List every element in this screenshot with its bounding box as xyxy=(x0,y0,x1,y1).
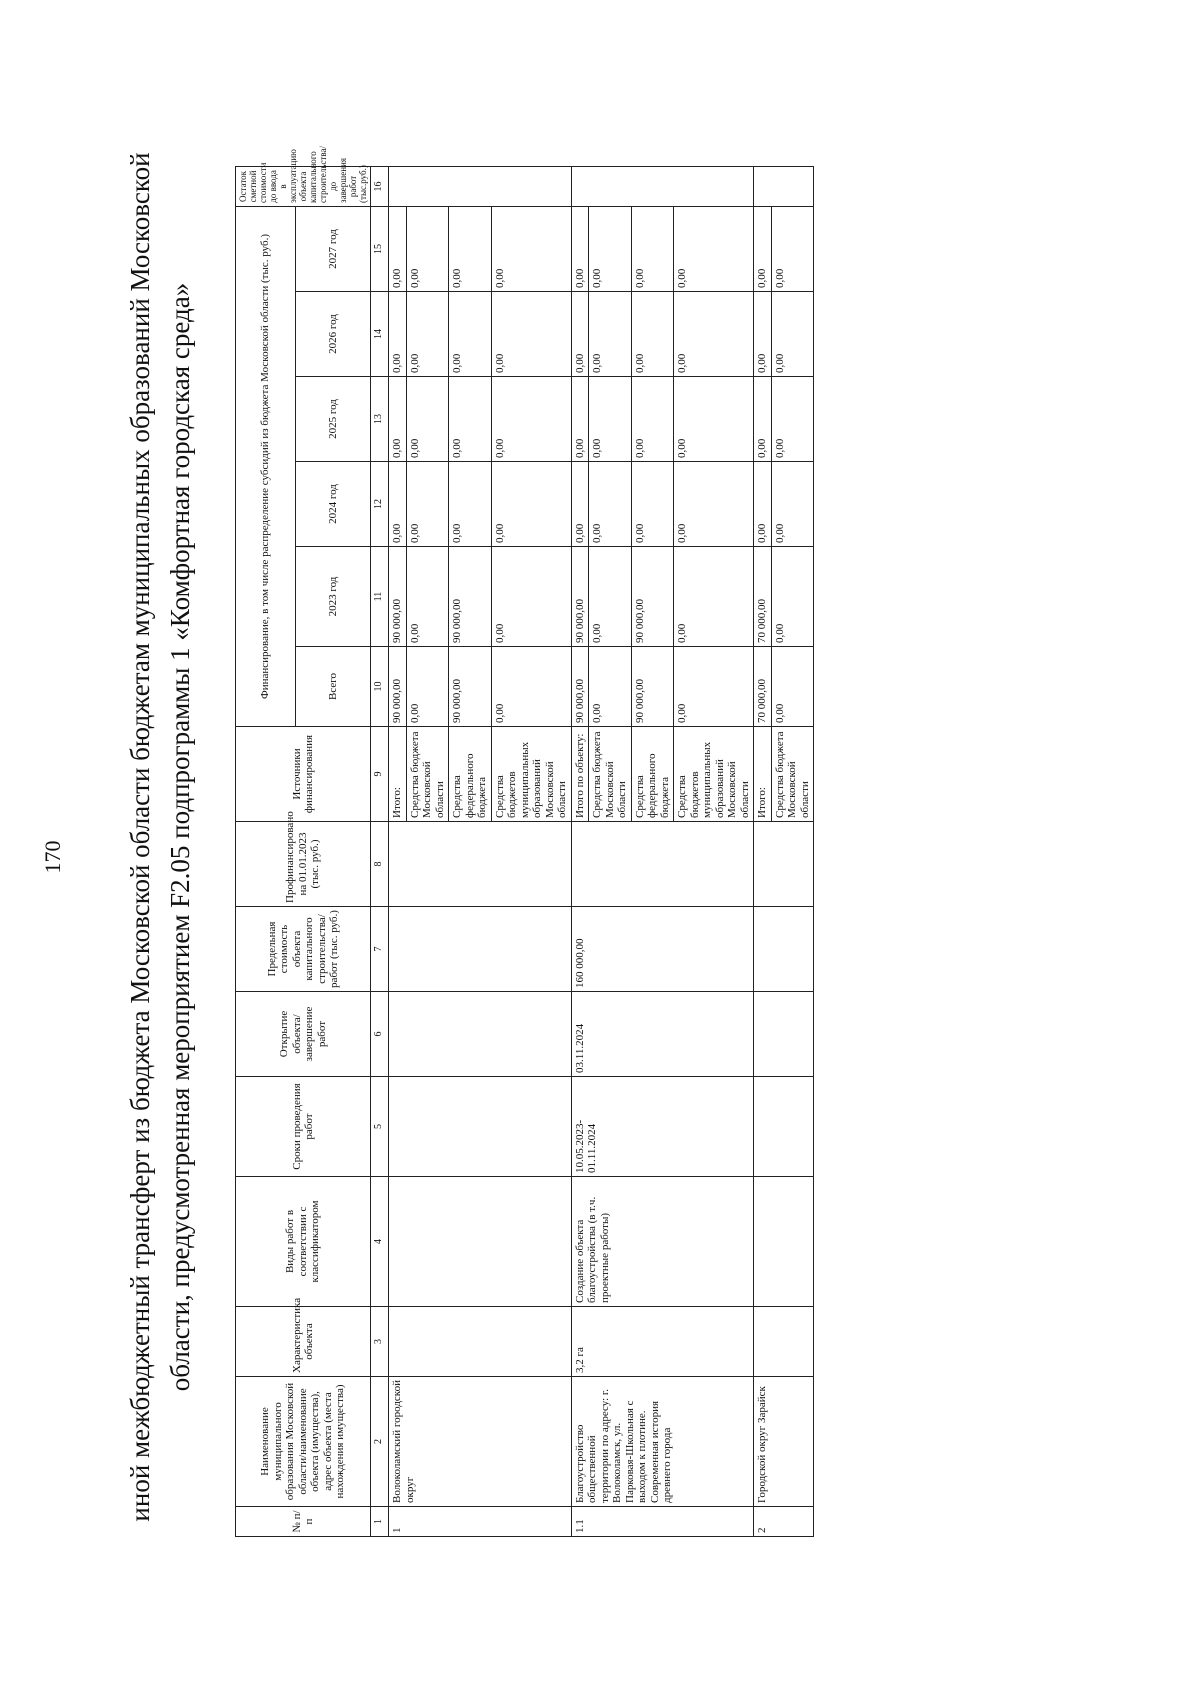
value-cell: 0,00 xyxy=(631,292,674,377)
value-cell: 0,00 xyxy=(589,206,632,291)
source-label: Средства бюджета Московской области xyxy=(771,727,814,822)
col-num: 4 xyxy=(371,1177,389,1307)
col-num: 5 xyxy=(371,1077,389,1177)
value-cell: 0,00 xyxy=(754,206,772,291)
source-label: Средства федерального бюджета xyxy=(631,727,674,822)
object-characteristic: 3,2 га xyxy=(571,1307,754,1377)
value-cell: 0,00 xyxy=(771,206,814,291)
value-cell: 0,00 xyxy=(674,462,754,547)
value-cell: 0,00 xyxy=(449,462,492,547)
empty-cell xyxy=(389,1307,572,1377)
object-name: Благоустройство общественной территории по адресу: г. Волоколамск, ул. Парковая-Школьная с выходом к плотине. Современная история древнего города xyxy=(571,1377,754,1507)
row-number: 1 xyxy=(389,1507,572,1537)
value-cell: 0,00 xyxy=(589,292,632,377)
value-cell: 0,00 xyxy=(491,377,571,462)
value-cell: 0,00 xyxy=(406,547,449,647)
header-2025: 2025 год xyxy=(296,377,371,462)
work-period: 10.05.2023-01.11.2024 xyxy=(571,1077,754,1177)
value-cell: 0,00 xyxy=(674,292,754,377)
value-cell: 0,00 xyxy=(771,462,814,547)
empty-cell xyxy=(754,166,814,206)
empty-cell xyxy=(389,166,572,206)
col-num: 8 xyxy=(371,822,389,907)
source-label: Средства бюджетов муниципальных образований Московской области xyxy=(491,727,571,822)
empty-cell xyxy=(389,822,572,907)
source-label: Итого по объекту: xyxy=(571,727,589,822)
value-cell: 90 000,00 xyxy=(571,647,589,727)
value-cell: 0,00 xyxy=(406,292,449,377)
header-2024: 2024 год xyxy=(296,462,371,547)
col-num: 6 xyxy=(371,992,389,1077)
col-num: 9 xyxy=(371,727,389,822)
col-num: 16 xyxy=(371,166,389,206)
header-total: Всего xyxy=(296,647,371,727)
value-cell: 0,00 xyxy=(589,547,632,647)
value-cell: 0,00 xyxy=(771,647,814,727)
column-number-row xyxy=(371,166,389,1536)
header-row-1 xyxy=(236,166,296,1536)
work-type: Создание объекта благоустройства (в т.ч. проектные работы) xyxy=(571,1177,754,1307)
value-cell: 0,00 xyxy=(674,377,754,462)
value-cell: 0,00 xyxy=(589,377,632,462)
header-2026: 2026 год xyxy=(296,292,371,377)
opening-date: 03.11.2024 xyxy=(571,992,754,1077)
value-cell: 70 000,00 xyxy=(754,647,772,727)
value-cell: 0,00 xyxy=(406,462,449,547)
table-row xyxy=(754,166,772,1536)
value-cell: 0,00 xyxy=(389,462,407,547)
empty-cell xyxy=(754,907,814,992)
value-cell: 0,00 xyxy=(406,206,449,291)
value-cell: 0,00 xyxy=(571,462,589,547)
heading-line-1: иной межбюджетный трансферт из бюджета Московской области бюджетам муниципальных образований Московской xyxy=(125,152,155,1522)
subsidy-table xyxy=(235,146,814,1537)
header-prefinanced: Профинансировано на 01.01.2023 (тыс. руб.) xyxy=(236,822,371,907)
value-cell: 0,00 xyxy=(491,462,571,547)
header-work-types: Виды работ в соответствии с классификатором xyxy=(236,1177,371,1307)
empty-cell xyxy=(754,1307,814,1377)
page-number: 170 xyxy=(40,840,65,874)
table-row xyxy=(389,166,407,1536)
value-cell: 0,00 xyxy=(449,377,492,462)
value-cell: 0,00 xyxy=(491,647,571,727)
col-num: 3 xyxy=(371,1307,389,1377)
value-cell: 0,00 xyxy=(631,377,674,462)
value-cell: 0,00 xyxy=(449,206,492,291)
row-number: 1.1 xyxy=(571,1507,754,1537)
source-label: Средства федерального бюджета xyxy=(449,727,492,822)
empty-cell xyxy=(389,1077,572,1177)
value-cell: 0,00 xyxy=(449,292,492,377)
row-number: 2 xyxy=(754,1507,814,1537)
value-cell: 0,00 xyxy=(754,292,772,377)
document-heading xyxy=(120,137,200,1537)
value-cell: 0,00 xyxy=(491,292,571,377)
empty-cell xyxy=(571,166,754,206)
header-name: Наименование муниципального образования Московской области/наименование объекта (имущества), адрес объекта (места нахождения имущества) xyxy=(236,1377,371,1507)
value-cell: 0,00 xyxy=(406,377,449,462)
col-num: 11 xyxy=(371,547,389,647)
table-row xyxy=(571,166,589,1536)
header-limit-cost: Предельная стоимость объекта капитального строительства/работ (тыс. руб.) xyxy=(236,907,371,992)
value-cell: 0,00 xyxy=(674,647,754,727)
value-cell: 0,00 xyxy=(571,292,589,377)
source-label: Средства бюджетов муниципальных образований Московской области xyxy=(674,727,754,822)
value-cell: 0,00 xyxy=(631,462,674,547)
value-cell: 0,00 xyxy=(571,377,589,462)
value-cell: 0,00 xyxy=(771,377,814,462)
col-num: 15 xyxy=(371,206,389,291)
value-cell: 0,00 xyxy=(674,547,754,647)
col-num: 14 xyxy=(371,292,389,377)
header-characteristic: Характеристика объекта xyxy=(236,1307,371,1377)
value-cell: 90 000,00 xyxy=(631,647,674,727)
empty-cell xyxy=(754,992,814,1077)
value-cell: 0,00 xyxy=(491,206,571,291)
empty-cell xyxy=(389,1177,572,1307)
value-cell: 0,00 xyxy=(406,647,449,727)
value-cell: 0,00 xyxy=(491,547,571,647)
header-opening: Открытие объекта/завершение работ xyxy=(236,992,371,1077)
col-num: 1 xyxy=(371,1507,389,1537)
header-2023: 2023 год xyxy=(296,547,371,647)
heading-line-2: области, предусмотренная мероприятием F2.05 подпрограммы 1 «Комфортная городская среда» xyxy=(165,282,195,1392)
value-cell: 0,00 xyxy=(389,292,407,377)
col-num: 2 xyxy=(371,1377,389,1507)
value-cell: 90 000,00 xyxy=(571,547,589,647)
value-cell: 90 000,00 xyxy=(449,647,492,727)
value-cell: 0,00 xyxy=(589,462,632,547)
empty-cell xyxy=(754,1077,814,1177)
col-num: 13 xyxy=(371,377,389,462)
value-cell: 70 000,00 xyxy=(754,547,772,647)
value-cell: 0,00 xyxy=(389,206,407,291)
value-cell: 0,00 xyxy=(571,206,589,291)
header-sources: Источники финансирования xyxy=(236,727,371,822)
municipality-name: Волоколамский городской округ xyxy=(389,1377,572,1507)
value-cell: 0,00 xyxy=(631,206,674,291)
value-cell: 90 000,00 xyxy=(389,647,407,727)
header-financing-group: Финансирование, в том числе распределение субсидий из бюджета Московской области (тыс. руб.) xyxy=(236,206,296,726)
header-remainder: Остаток сметной стоимости до ввода в эксплуатацию объекта капитального строительства/до завершения работ (тыс.руб.) xyxy=(236,166,371,206)
source-label: Средства бюджета Московской области xyxy=(406,727,449,822)
empty-cell xyxy=(571,822,754,907)
empty-cell xyxy=(389,907,572,992)
value-cell: 0,00 xyxy=(389,377,407,462)
value-cell: 0,00 xyxy=(589,647,632,727)
value-cell: 0,00 xyxy=(674,206,754,291)
value-cell: 0,00 xyxy=(771,547,814,647)
header-num: № п/п xyxy=(236,1507,371,1537)
value-cell: 90 000,00 xyxy=(449,547,492,647)
empty-cell xyxy=(754,822,814,907)
empty-cell xyxy=(389,992,572,1077)
col-num: 7 xyxy=(371,907,389,992)
municipality-name: Городской округ Зарайск xyxy=(754,1377,814,1507)
col-num: 10 xyxy=(371,647,389,727)
source-label: Итого: xyxy=(389,727,407,822)
value-cell: 0,00 xyxy=(754,462,772,547)
value-cell: 0,00 xyxy=(754,377,772,462)
source-label: Средства бюджета Московской области xyxy=(589,727,632,822)
source-label: Итого: xyxy=(754,727,772,822)
value-cell: 90 000,00 xyxy=(389,547,407,647)
value-cell: 0,00 xyxy=(771,292,814,377)
header-2027: 2027 год xyxy=(296,206,371,291)
limit-cost: 160 000,00 xyxy=(571,907,754,992)
header-period: Сроки проведения работ xyxy=(236,1077,371,1177)
empty-cell xyxy=(754,1177,814,1307)
col-num: 12 xyxy=(371,462,389,547)
value-cell: 90 000,00 xyxy=(631,547,674,647)
